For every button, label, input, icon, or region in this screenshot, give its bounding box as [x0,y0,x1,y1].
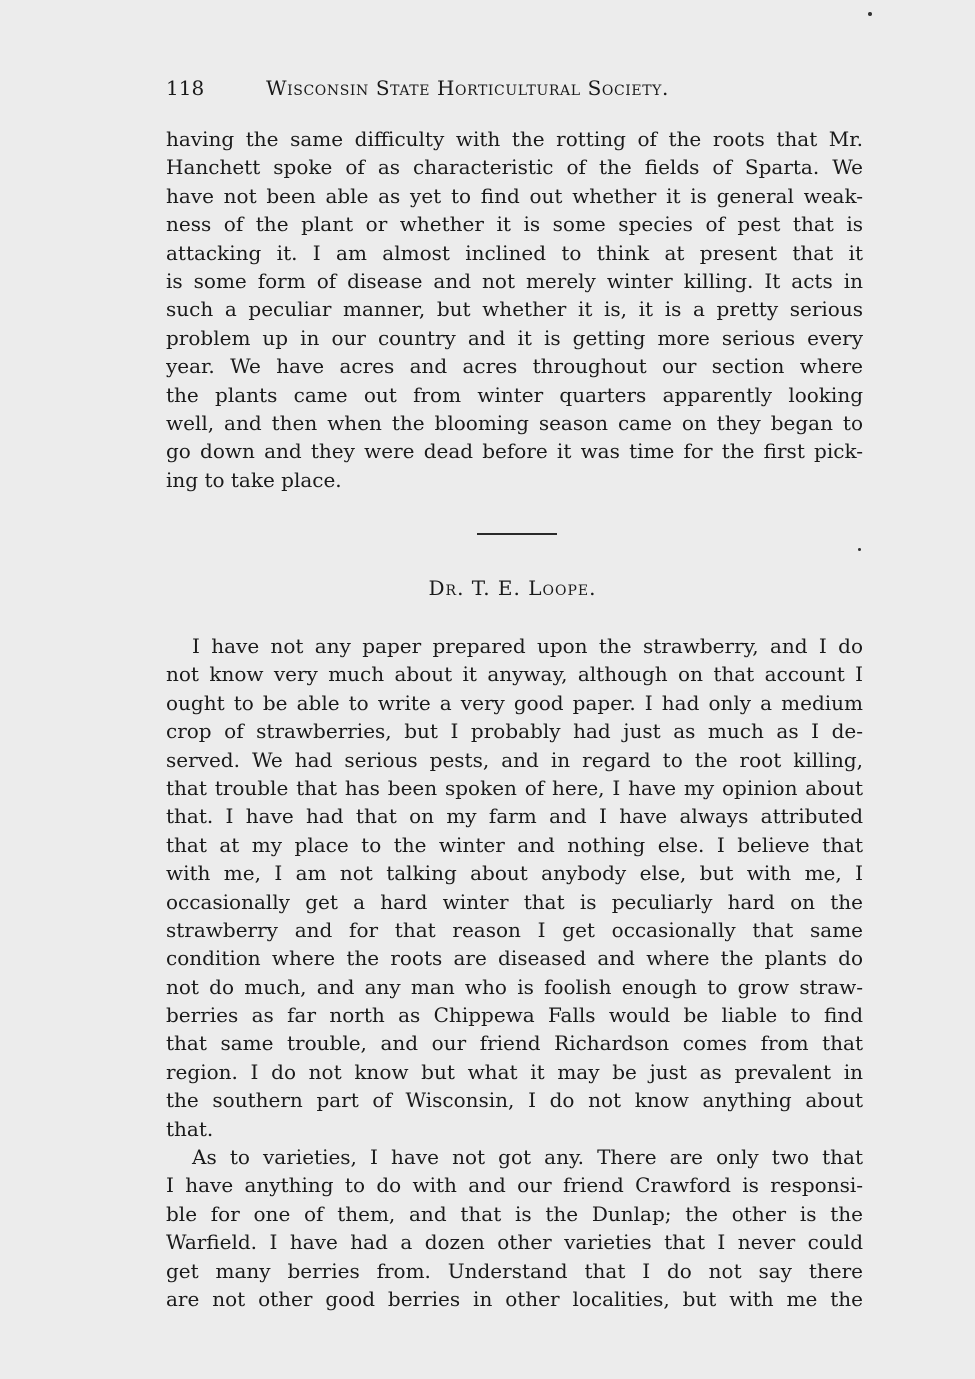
text-line: year. We have acres and acres throughout our section where [166,354,863,379]
text-line: condition where the roots are diseased and where the plants do [166,946,863,971]
text-line: ing to take place. [166,467,342,492]
text-line: As to varieties, I have not got any. There are only two that [192,1145,863,1169]
print-speck [868,12,872,16]
text-line: go down and they were dead before it was time for the first pick- [166,439,863,464]
text-line: the southern part of Wisconsin, I do not know anything about [166,1088,863,1113]
text-line: get many berries from. Understand that I do not say there [166,1258,863,1283]
text-line: attacking it. I am almost inclined to think at present that it [166,240,863,265]
text-line: that at my place to the winter and nothing else. I believe that [166,832,863,857]
print-speck [858,548,861,551]
text-line: Hanchett spoke of as characteristic of the fields of Sparta. We [166,155,863,180]
paragraph-speech [166,632,863,1143]
text-line: strawberry and for that reason I get occasionally that same [166,917,863,942]
text-line: that trouble that has been spoken of here, I have my opinion about [166,775,863,800]
paragraph-varieties [166,1143,863,1313]
text-line: such a peculiar manner, but whether it is, it is a pretty serious [166,297,863,322]
text-line: crop of strawberries, but I probably had just as much as I de- [166,719,863,744]
paragraph-continued [166,125,863,494]
text-line: that same trouble, and our friend Richardson comes from that [166,1031,863,1056]
text-line: is some form of disease and not merely winter killing. It acts in [166,268,863,293]
text-line: the plants came out from winter quarters apparently looking [166,382,863,407]
text-line: not know very much about it anyway, although on that account I [166,662,863,687]
text-line: have not been able as yet to find out whether it is general weak- [166,183,863,208]
speaker-heading: Dr. T. E. Loope. [428,576,597,600]
text-line: are not other good berries in other localities, but with me the [166,1286,863,1311]
text-line: problem up in our country and it is getting more serious every [166,325,863,350]
text-line: not do much, and any man who is foolish enough to grow straw- [166,974,863,999]
page-header [166,74,866,102]
text-line: I have not any paper prepared upon the strawberry, and I do [192,634,863,658]
text-line: region. I do not know but what it may be just as prevalent in [166,1059,863,1084]
text-line: berries as far north as Chippewa Falls would be liable to find [166,1003,863,1028]
page-number: 118 [166,76,205,100]
text-line: Warfield. I have had a dozen other varieties that I never could [166,1230,863,1255]
text-line: that. I have had that on my farm and I have always attributed [166,804,863,829]
text-line: that. [166,1116,214,1141]
text-line: with me, I am not talking about anybody else, but with me, I [166,861,863,886]
text-line: occasionally get a hard winter that is peculiarly hard on the [166,889,863,914]
section-divider [477,533,557,535]
text-line: served. We had serious pests, and in regard to the root killing, [166,747,863,772]
text-line: ble for one of them, and that is the Dunlap; the other is the [166,1201,863,1226]
text-line: well, and then when the blooming season came on they began to [166,410,863,435]
text-line: ness of the plant or whether it is some species of pest that is [166,212,863,237]
text-line: having the same difficulty with the rotting of the roots that Mr. [166,127,863,151]
running-head: Wisconsin State Horticultural Society. [266,76,669,100]
text-line: ought to be able to write a very good paper. I had only a medium [166,690,863,715]
text-line: I have anything to do with and our friend Crawford is responsi- [166,1173,863,1198]
